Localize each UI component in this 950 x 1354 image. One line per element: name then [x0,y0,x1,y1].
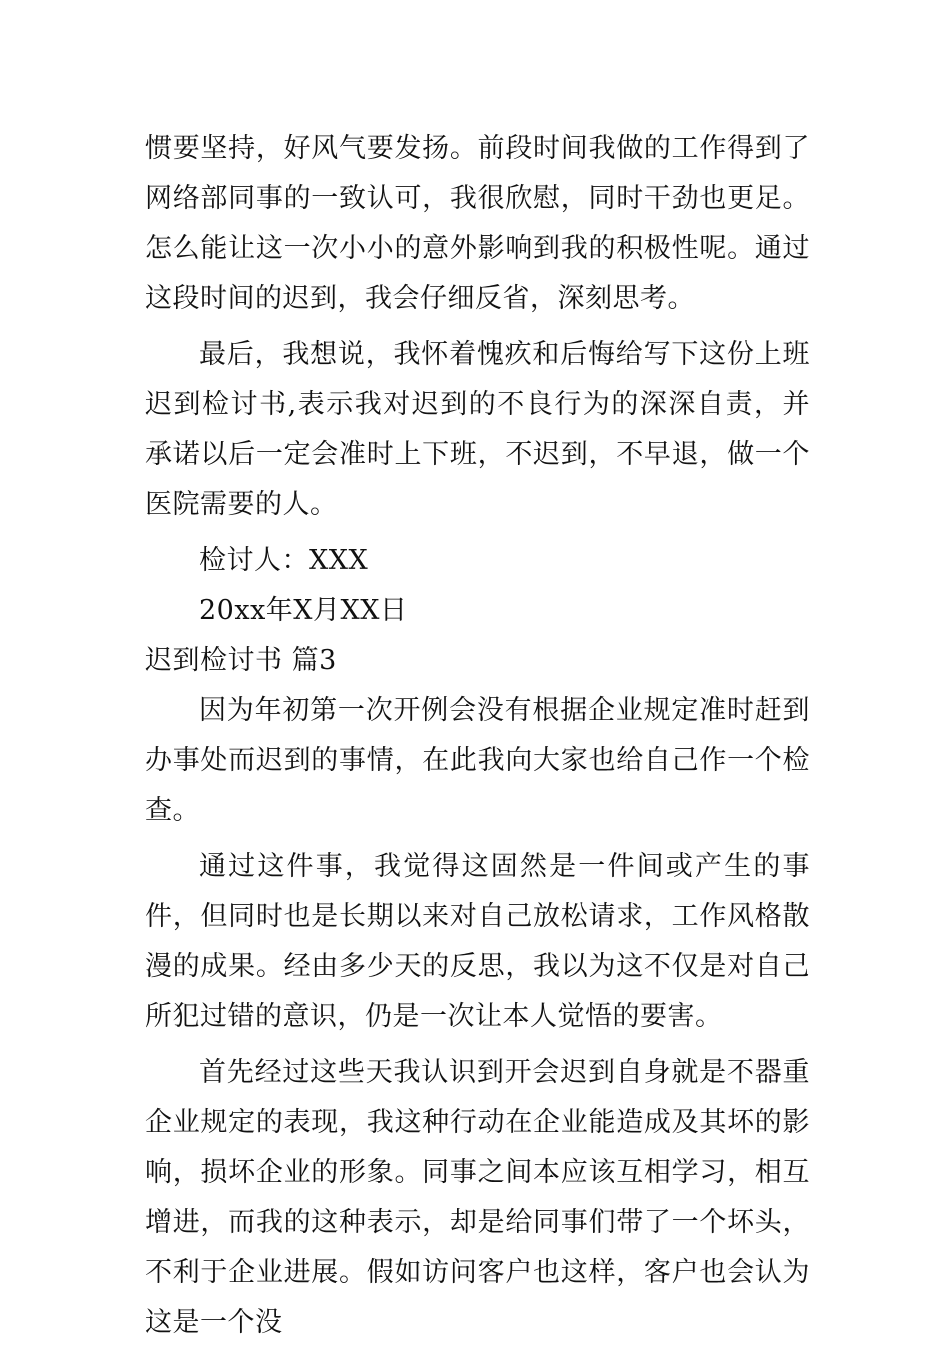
date-line: 20xx年X月XX日 [199,595,408,626]
paragraph-closing-statement: 最后，我想说，我怀着愧疚和后悔给写下这份上班迟到检讨书,表示我对迟到的不良行为的深深自责，并承诺以后一定会准时上下班，不迟到，不早退，做一个医院需要的人。 [145,339,810,520]
signature-line: 检讨人：XXX [199,545,369,576]
document-body [145,124,810,1354]
paragraph-continuation: 惯要坚持，好风气要发扬。前段时间我做的工作得到了网络部同事的一致认可，我很欣慰，同时干劲也更足。怎么能让这一次小小的意外影响到我的积极性呢。通过这段时间的迟到，我会仔细反省，深刻思考。 [145,133,810,314]
section-heading: 迟到检讨书 篇3 [145,645,337,676]
paragraph-reflection: 通过这件事，我觉得这固然是一件间或产生的事件，但同时也是长期以来对自己放松请求，工作风格散漫的成果。经由多少天的反思，我以为这不仅是对自己所犯过错的意识，仍是一次让本人觉悟的要害。 [145,851,810,1032]
paragraph-intro: 因为年初第一次开例会没有根据企业规定准时赶到办事处而迟到的事情，在此我向大家也给自己作一个检查。 [145,695,810,826]
paragraph-impact: 首先经过这些天我认识到开会迟到自身就是不器重企业规定的表现，我这种行动在企业能造成及其坏的影响，损坏企业的形象。同事之间本应该互相学习，相互增进，而我的这种表示，却是给同事们带了一个坏头，不利于企业进展。假如访问客户也这样，客户也会认为这是一个没 [145,1057,810,1338]
